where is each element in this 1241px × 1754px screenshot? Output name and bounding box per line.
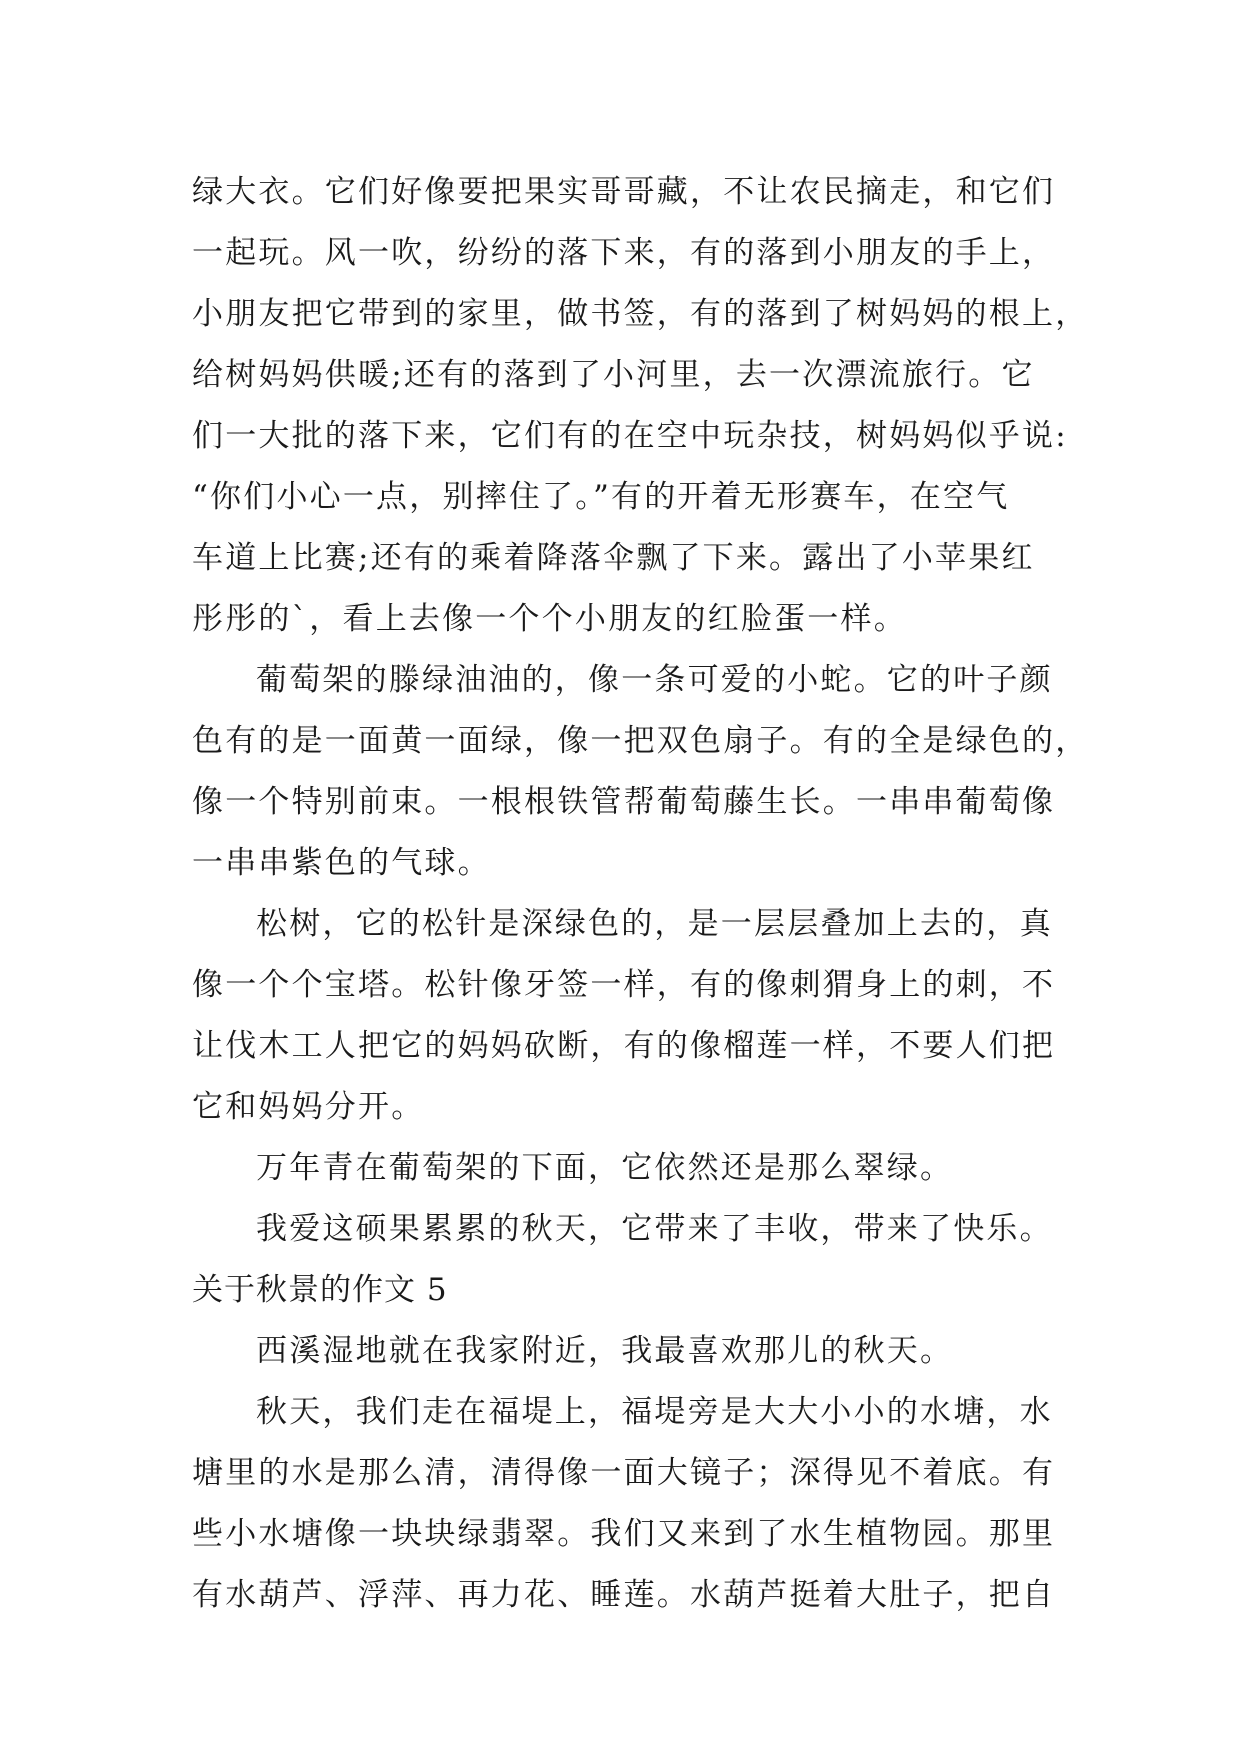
text-line: 些小水塘像一块块绿翡翠。我们又来到了水生植物园。那里 xyxy=(192,1516,1056,1552)
paragraph-first-line: 我爱这硕果累累的秋天，它带来了丰收，带来了快乐。 xyxy=(256,1211,1053,1247)
paragraph-first-line: 葡萄架的滕绿油油的，像一条可爱的小蛇。它的叶子颜 xyxy=(256,662,1053,698)
paragraph-first-line: 西溪湿地就在我家附近，我最喜欢那儿的秋天。 xyxy=(256,1333,954,1369)
text-line: 色有的是一面黄一面绿，像一把双色扇子。有的全是绿色的， xyxy=(192,723,1089,759)
text-line: 像一个特别前束。一根根铁管帮葡萄藤生长。一串串葡萄像 xyxy=(192,784,1056,820)
text-line: 车道上比赛;还有的乘着降落伞飘了下来。露出了小苹果红 xyxy=(192,540,1035,576)
text-line: 绿大衣。它们好像要把果实哥哥藏，不让农民摘走，和它们 xyxy=(192,174,1056,210)
text-line: “你们小心一点，别摔住了。”有的开着无形赛车，在空气 xyxy=(192,479,1010,515)
text-line: 像一个个宝塔。松针像牙签一样，有的像刺猬身上的刺，不 xyxy=(192,967,1056,1003)
paragraph-first-line: 秋天，我们走在福堤上，福堤旁是大大小小的水塘，水 xyxy=(256,1394,1053,1430)
paragraph-first-line: 松树，它的松针是深绿色的，是一层层叠加上去的，真 xyxy=(256,906,1053,942)
text-line: 塘里的水是那么清，清得像一面大镜子；深得见不着底。有 xyxy=(192,1455,1056,1491)
document-text-body xyxy=(192,162,1089,1626)
text-line: 让伐木工人把它的妈妈砍断，有的像榴莲一样，不要人们把 xyxy=(192,1028,1056,1064)
text-line: 彤彤的`，看上去像一个个小朋友的红脸蛋一样。 xyxy=(192,601,907,637)
paragraph-first-line: 万年青在葡萄架的下面，它依然还是那么翠绿。 xyxy=(256,1150,954,1186)
text-line: 一串串紫色的气球。 xyxy=(192,845,491,881)
text-line: 一起玩。风一吹，纷纷的落下来，有的落到小朋友的手上， xyxy=(192,235,1056,271)
text-line: 小朋友把它带到的家里，做书签，有的落到了树妈妈的根上， xyxy=(192,296,1089,332)
text-line: 给树妈妈供暖;还有的落到了小河里，去一次漂流旅行。它 xyxy=(192,357,1035,393)
text-line: 它和妈妈分开。 xyxy=(192,1089,425,1125)
text-line: 有水葫芦、浮萍、再力花、睡莲。水葫芦挺着大肚子，把自 xyxy=(192,1577,1056,1613)
text-line: 们一大批的落下来，它们有的在空中玩杂技，树妈妈似乎说: xyxy=(192,418,1068,454)
essay-heading: 关于秋景的作文 5 xyxy=(192,1272,448,1308)
